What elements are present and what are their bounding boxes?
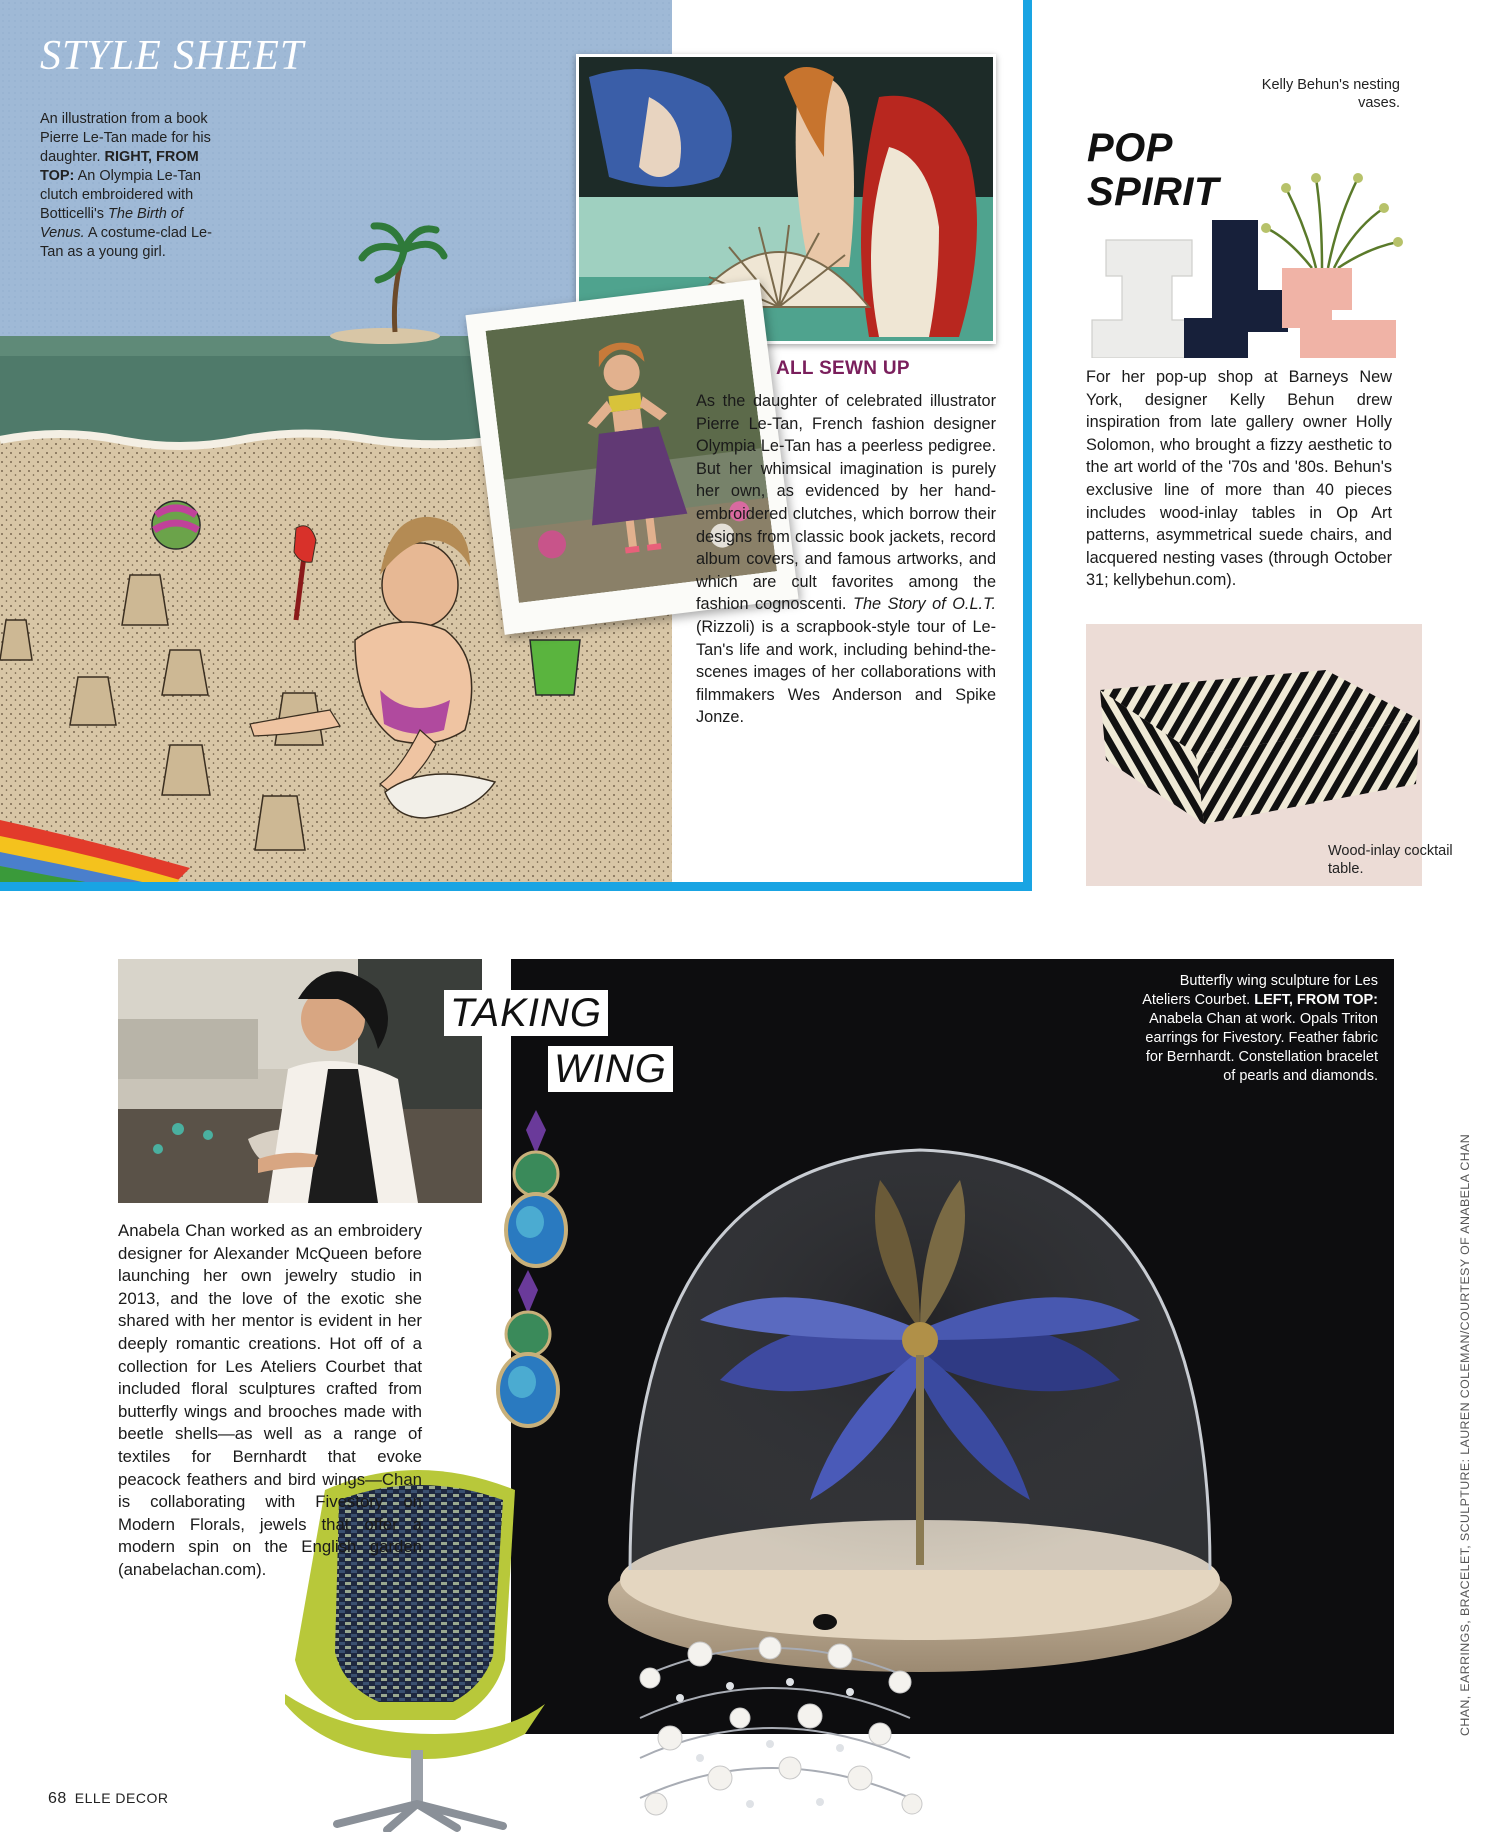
photo-credit: CHAN, EARRINGS, BRACELET, SCULPTURE: LAUREN COLEMAN/COURTESY OF ANABELA CHAN — [1458, 1133, 1472, 1736]
magazine-name: ELLE DECOR — [74, 1790, 169, 1806]
section-title-wing: WING — [548, 1046, 673, 1092]
all-sewn-up-heading: ALL SEWN UP — [776, 358, 910, 379]
blue-frame-bottom — [0, 882, 1032, 891]
beach-caption: An illustration from a book Pierre Le-Tan made for his daughter. RIGHT, FROM TOP: An Olympia Le-Tan clutch embroidered with Botticelli's The Birth of Venus. A costume-clad Le-Tan as a young girl. — [40, 111, 212, 260]
section-title-style-sheet: STYLE SHEET — [40, 33, 305, 79]
table-caption: Wood-inlay cocktail table. — [1328, 843, 1453, 877]
vase-caption: Kelly Behun's nesting vases. — [1261, 77, 1400, 111]
section-title-taking: TAKING — [444, 990, 608, 1036]
pop-spirit-body: For her pop-up shop at Barneys New York, designer Kelly Behun drew inspiration from late gallery owner Holly Solomon, who brought a fizzy aesthetic to the art world of the '70s and '80s. Behun's exclusive line of more than 40 pieces includes wood-inlay tables in Op Art patterns, asymmetrical suede chairs, and lacquered nesting vases (through October 31; kellybehun.com). — [1086, 368, 1392, 590]
taking-wing-body: Anabela Chan worked as an embroidery designer for Alexander McQueen before launching her own jewelry studio in 2013, and the love of the exotic she shared with her mentor is evident in her deeply romantic creations. Hot off of a collection for Les Ateliers Courbet that included floral sculptures crafted from butterfly wings and brooches made with beetle shells—as well as a range of textiles for Bernhardt that evoke peacock feathers and bird wings—Chan is collaborating with Fivestory on Modern Florals, jewels that offer a modern spin on the English garden (anabelachan.com). — [118, 1221, 422, 1579]
anabela-chan-workshop-photo — [118, 959, 482, 1203]
opal-earrings-photo — [496, 1110, 586, 1440]
blue-frame-right — [1023, 0, 1032, 891]
section-title-pop-spirit: POP SPIRIT — [1087, 126, 1219, 214]
pearl-bracelet-photo — [620, 1608, 930, 1838]
taking-wing-caption: Butterfly wing sculpture for Les Ateliers Courbet. LEFT, FROM TOP: Anabela Chan at work. Opals Triton earrings for Fivestory. Feather fabric for Bernhardt. Constellation bracelet of pearls and diamonds. — [1142, 973, 1378, 1084]
page-number: 68 — [48, 1790, 67, 1807]
page-folio — [48, 1790, 169, 1808]
all-sewn-up-body: As the daughter of celebrated illustrator Pierre Le-Tan, French fashion designer Olympia Le-Tan has a peerless pedigree. But her whimsical imagination is purely her own, as evidenced by her hand-embroidered clutches, which borrow their designs from classic book jackets, record album covers, and famous artworks, and which are cult favorites among the fashion cognoscenti. The Story of O.L.T. (Rizzoli) is a scrapbook-style tour of Le-Tan's life and work, including behind-the-scenes images of her collaborations with filmmakers Wes Anderson and Spike Jonze. — [696, 392, 996, 727]
